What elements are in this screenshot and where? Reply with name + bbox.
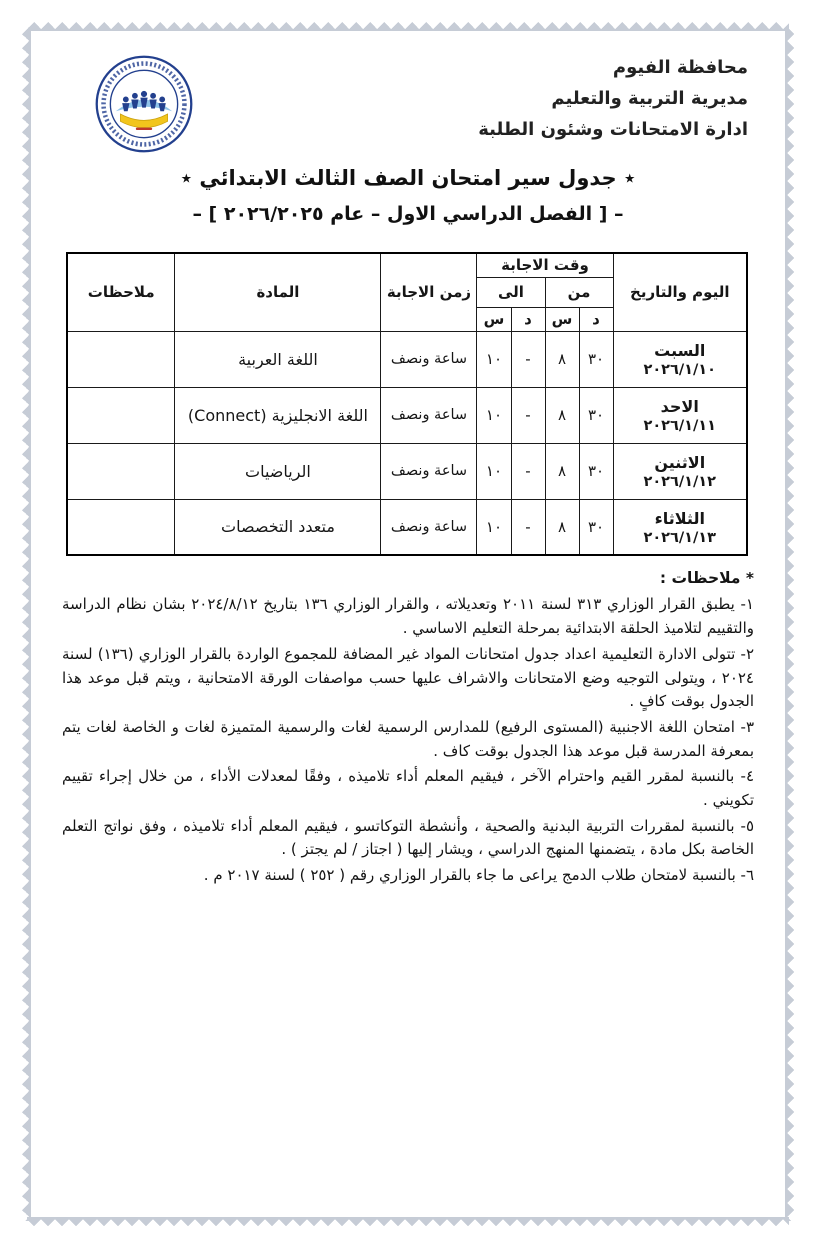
notes-cell xyxy=(67,499,175,555)
note-item-4: ٤- بالنسبة لمقرر القيم واحترام الآخر ، فيقيم المعلم أداء تلاميذه ، وفقًا لمعدلات الأداء ، من خلال إجراء تقييم تكويني . xyxy=(62,767,754,809)
col-header-notes: ملاحظات xyxy=(67,253,175,331)
from-hours-cell: ٨ xyxy=(545,499,579,555)
doc-subtitle: – [ الفصل الدراسي الاول – عام ٢٠٢٦/٢٠٢٥ ] – xyxy=(192,203,624,225)
org-line-directorate: مديرية التربية والتعليم xyxy=(551,88,748,109)
duration-cell: ساعة ونصف xyxy=(381,443,477,499)
col-header-day-date: اليوم والتاريخ xyxy=(613,253,747,331)
from-minutes-cell: ٣٠ xyxy=(579,387,613,443)
day-name: الاحد xyxy=(660,397,699,416)
day-date-cell xyxy=(613,331,747,387)
table-row xyxy=(67,499,747,555)
day-name: الاثنين xyxy=(654,453,706,472)
duration-cell: ساعة ونصف xyxy=(381,387,477,443)
subject-cell: اللغة العربية xyxy=(175,331,381,387)
border-edge-bottom xyxy=(27,1217,789,1226)
table-row xyxy=(67,331,747,387)
from-minutes-cell: ٣٠ xyxy=(579,331,613,387)
note-item-3: ٣- امتحان اللغة الاجنبية (المستوى الرفيع) للمدارس الرسمية لغات والرسمية المتميزة لغات و الخاصة لغات يتم بمعرفة المدرسة قبل موعد هذا الجدول بوقت كاف . xyxy=(62,717,754,760)
notes-heading: * ملاحظات : xyxy=(659,569,754,587)
from-minutes-cell: ٣٠ xyxy=(579,499,613,555)
to-hours-cell: ١٠ xyxy=(477,443,511,499)
col-header-answer-time: وقت الاجابة xyxy=(477,253,613,277)
table-row xyxy=(67,443,747,499)
from-hours-cell: ٨ xyxy=(545,331,579,387)
col-header-to-minutes: د xyxy=(511,307,545,331)
from-hours-cell: ٨ xyxy=(545,443,579,499)
col-header-duration: زمن الاجابة xyxy=(381,253,477,331)
org-line-exams-department: ادارة الامتحانات وشئون الطلبة xyxy=(478,119,748,140)
exam-date: ٢٠٢٦/١/١٣ xyxy=(643,529,717,546)
exam-schedule-table xyxy=(66,252,748,556)
notes-section xyxy=(62,566,754,890)
subject-cell: متعدد التخصصات xyxy=(175,499,381,555)
doc-title: ٭ جدول سير امتحان الصف الثالث الابتدائي ٭ xyxy=(180,166,636,190)
to-minutes-cell: - xyxy=(511,387,545,443)
notes-cell xyxy=(67,331,175,387)
exam-date: ٢٠٢٦/١/١٠ xyxy=(643,362,717,378)
exam-date: ٢٠٢٦/١/١٢ xyxy=(643,474,717,490)
note-item-5: ٥- بالنسبة لمقررات التربية البدنية والصحية ، وأنشطة التوكاتسو ، فيقيم المعلم أداء تلاميذه ، وفق نواتج التعلم الخاصة بكل مادة ، يتضمنها المنهج الدراسي ، ويشار إليها ( اجتاز / لم يجتز ) . xyxy=(62,816,754,859)
col-header-from-hours: س xyxy=(545,307,579,331)
col-header-subject: المادة xyxy=(175,253,381,331)
note-item-2: ٢- تتولى الادارة التعليمية اعداد جدول امتحانات المواد غير المضافة للمجموع الواردة بالقرار الوزاري (١٣٦) لسنة ٢٠٢٤ ، ويتولى التوجيه وضع الامتحانات والاشراف عليها حسب مواصفات الورقة الامتحانية ، ويتم قبل موعد هذا الجدول بوقت كافٍ . xyxy=(62,644,755,711)
to-minutes-cell: - xyxy=(511,443,545,499)
day-date-cell xyxy=(613,499,747,555)
notes-cell xyxy=(67,443,175,499)
col-header-from-minutes: د xyxy=(579,307,613,331)
to-minutes-cell: - xyxy=(511,331,545,387)
to-hours-cell: ١٠ xyxy=(477,331,511,387)
subject-cell: اللغة الانجليزية (Connect) xyxy=(175,387,381,443)
col-header-from: من xyxy=(545,277,613,307)
from-minutes-cell: ٣٠ xyxy=(579,443,613,499)
to-minutes-cell: - xyxy=(511,499,545,555)
exam-date: ٢٠٢٦/١/١١ xyxy=(643,418,717,434)
note-item-6: ٦- بالنسبة لامتحان طلاب الدمج يراعى ما جاء بالقرار الوزاري رقم ( ٢٥٢ ) لسنة ٢٠١٧ م . xyxy=(203,866,754,885)
note-item-1: ١- يطبق القرار الوزاري ٣١٣ لسنة ٢٠١١ وتعديلاته ، والقرار الوزاري ١٣٦ بتاريخ ٢٠٢٤/٨/١٢ بشان نظام الدراسة والتقييم لتلاميذ الحلقة الابتدائية بمرحلة التعليم الاساسي . xyxy=(62,595,754,638)
to-hours-cell: ١٠ xyxy=(477,387,511,443)
from-hours-cell: ٨ xyxy=(545,387,579,443)
table-row xyxy=(67,387,747,443)
day-name: السبت xyxy=(654,341,706,360)
letterhead xyxy=(478,52,748,145)
ministry-logo-icon xyxy=(94,54,194,154)
col-header-to-hours: س xyxy=(477,307,511,331)
col-header-to: الى xyxy=(477,277,545,307)
day-name: الثلاثاء xyxy=(654,508,705,528)
border-edge-top xyxy=(27,22,789,31)
duration-cell: ساعة ونصف xyxy=(381,331,477,387)
notes-cell xyxy=(67,387,175,443)
subject-cell: الرياضيات xyxy=(175,443,381,499)
to-hours-cell: ١٠ xyxy=(477,499,511,555)
day-date-cell xyxy=(613,443,747,499)
day-date-cell xyxy=(613,387,747,443)
org-line-governorate: محافظة الفيوم xyxy=(612,57,748,78)
duration-cell: ساعة ونصف xyxy=(381,499,477,555)
